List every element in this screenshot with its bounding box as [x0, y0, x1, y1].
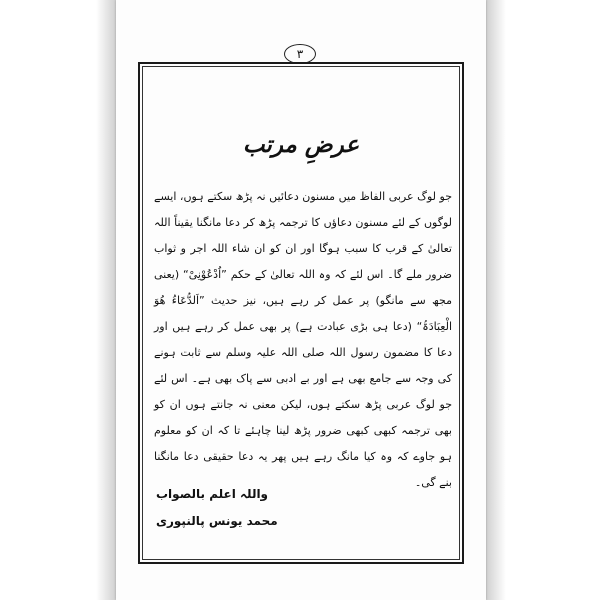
- closing-phrase: واللہ اعلم بالصواب: [156, 487, 269, 501]
- book-page: [116, 0, 486, 600]
- page-number: ۳: [284, 44, 316, 64]
- page-title: عرضِ مرتب: [242, 132, 360, 158]
- right-page-shadow: [484, 0, 506, 600]
- left-page-shadow: [96, 0, 118, 600]
- body-paragraph: جو لوگ عربی الفاظ میں مسنون دعائیں نہ پڑھ سکتے ہوں، ایسے لوگوں کے لئے مسنون دعاؤں کا ترجمہ پڑھ کر دعا مانگنا یقیناً اللہ تعالیٰ کے قرب کا سبب ہوگا اور ان کو ان شاء اللہ اجر و ثواب ضرور ملے گا۔ اس لئے کہ وہ اللہ تعالیٰ کے حکم ”اُدْعُوْنِیْ“ (یعنی مجھ سے مانگو) پر عمل کر رہے ہیں، نیز حدیث ”اَلدُّعَاءُ ھُوَ الْعِبَادَۃُ“ (دعا ہی بڑی عبادت ہے) پر بھی عمل کر رہے ہیں اور دعا کا مضمون رسول اللہ صلی اللہ علیہ وسلم سے ثابت ہونے کی وجہ سے جامع بھی ہے اور بے ادبی سے پاک بھی ہے۔ اس لئے جو لوگ عربی پڑھ سکتے ہوں، لیکن معنی نہ جانتے ہوں ان کو بھی ترجمہ کبھی کبھی ضرور پڑھ لینا چاہئے تا کہ ان کو معلوم ہو جاوے کہ وہ کیا مانگ رہے ہیں پھر یہ دعا حقیقی دعا مانگنا بنے گی۔: [154, 190, 452, 489]
- author-signature: محمد یونس پالنپوری: [156, 514, 278, 528]
